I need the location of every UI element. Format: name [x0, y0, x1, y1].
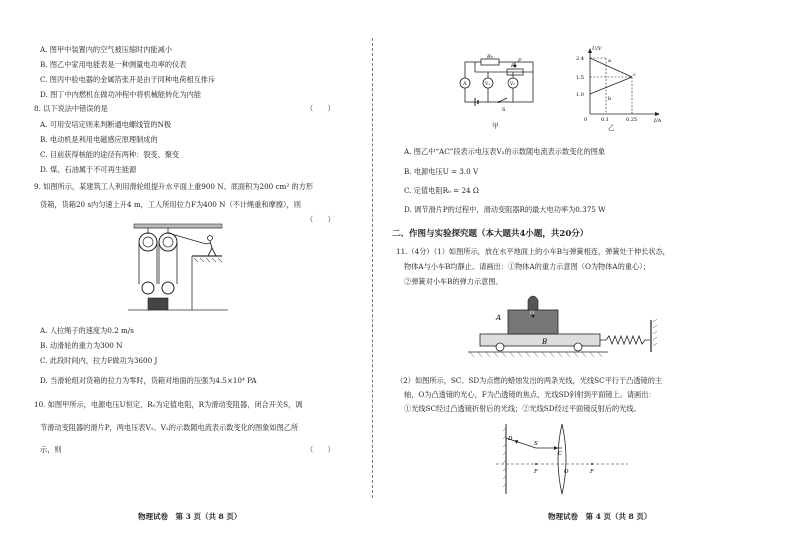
q10-option-b: B. 电源电压U = 3.0 V — [404, 167, 479, 176]
q10-stem-line3: 示，则 — [40, 445, 62, 454]
q8-option-b: B. 电动机是利用电磁感应原理制成的 — [40, 135, 158, 144]
figure-yi-caption: 乙 — [608, 124, 615, 132]
q11-2-line1: （2）如图所示，SC、SD为点燃的蜡烛发出的两条光线，光线SC平行于凸透镜的主 — [396, 376, 663, 385]
focus-f-left-label: F — [534, 469, 538, 475]
label-switch-s: S — [502, 107, 506, 113]
cart-spring-figure — [458, 290, 658, 362]
q11-stem-line2: 物体A与小车B均静止。请画出：①物体A的重力示意图（O为物体A的重心）； — [404, 262, 650, 271]
graph-y-tick-1.0: 1.0 — [576, 92, 584, 98]
q10-option-d: D. 调节滑片P的过程中，滑动变阻器R的最大电功率为0.375 W — [404, 205, 606, 214]
graph-point-a: a — [608, 58, 611, 64]
q8-option-d: D. 煤、石油属于不可再生能源 — [40, 165, 137, 174]
q11-2-line2: 轴，O为凸透镜的光心，F为凸透镜的焦点，光线SD斜射到平面镜上。请画出： — [404, 390, 656, 399]
q11-2-line3: ①光线SC经过凸透镜折射后的光线；②光线SD经过平面镜反射后的光线。 — [404, 404, 641, 413]
q10-answer-paren: （ ） — [306, 445, 335, 454]
focus-f-right-label: F — [590, 469, 594, 475]
label-p: P — [518, 58, 522, 64]
graph-x-tick-0.1: 0.1 — [601, 117, 609, 123]
graph-y-tick-2.4: 2.4 — [576, 56, 584, 62]
object-a-label: A — [496, 314, 502, 322]
cart-b-label: B — [542, 338, 548, 346]
center-of-mass-o-label: O — [530, 310, 535, 316]
q9-option-c: C. 此段时间内，拉力F做功为3600 J — [40, 356, 158, 365]
q9-option-d: D. 当滑轮组对货箱的拉力为零时，货箱对地面的压强为4.5×10⁴ PA — [40, 376, 257, 385]
lens-point-c-label: C — [558, 451, 563, 457]
voltage-current-graph — [570, 44, 665, 124]
graph-y-tick-1.5: 1.5 — [576, 75, 584, 81]
ammeter-symbol: A — [463, 81, 467, 87]
graph-point-b: b — [608, 96, 612, 102]
q9-option-a: A. 人拉绳子的速度为0.2 m/s — [40, 326, 134, 335]
optical-center-o-label: O — [564, 469, 569, 475]
graph-y-axis-label: U/V — [592, 46, 602, 52]
ray-point-d-label: D — [508, 436, 513, 442]
candle-point-s-label: S — [534, 441, 538, 447]
q7-option-a: A. 图甲中装置内的空气被压缩时内能减小 — [40, 45, 172, 54]
q7-option-c: C. 图丙中验电器的金属箔张开是由于同种电荷相互排斥 — [40, 75, 216, 84]
q9-stem-line2: 货箱，货箱20 s内匀速上升4 m，工人所用拉力F为400 N（不计绳重和摩擦），则 — [40, 200, 301, 209]
voltmeter-v2-symbol: V₂ — [510, 82, 516, 87]
label-r0: R₀ — [487, 54, 493, 60]
q8-option-c: C. 目前获得核能的途径有两种：裂变、聚变 — [40, 150, 180, 159]
section-2-heading: 二、作图与实验探究题（本大题共4小题，共20分） — [392, 229, 589, 239]
q8-option-a: A. 可用安培定则来判断通电螺线管的N极 — [40, 120, 172, 129]
q10-stem-line1: 10. 如图甲所示，电源电压U恒定，R₀为定值电阻，R为滑动变阻器，闭合开关S，调 — [34, 400, 303, 409]
q11-stem-line1: 11.（4分）（1）如图所示，放在水平地面上的小车B与弹簧相连，弹簧处于伸长状态， — [396, 247, 670, 256]
q9-answer-paren: （ ） — [306, 215, 335, 224]
figure-jia-caption: 甲 — [492, 122, 499, 130]
right-page-footer: 物理试卷 第 4 页（共 8 页） — [548, 512, 652, 521]
q7-option-b: B. 图乙中家用电能表是一种测量电功率的仪表 — [40, 60, 187, 69]
circuit-diagram-figure — [455, 52, 540, 114]
left-page-footer: 物理试卷 第 3 页（共 8 页） — [138, 512, 242, 521]
page-divider — [372, 38, 373, 498]
q7-option-d: D. 图丁中内燃机在做功冲程中将机械能转化为内能 — [40, 90, 202, 99]
graph-x-axis-label: I/A — [654, 118, 662, 124]
q8-answer-paren: （ ） — [306, 104, 335, 113]
voltmeter-v1-symbol: V₁ — [485, 82, 491, 87]
q10-option-c: C. 定值电阻R₀ = 24 Ω — [404, 186, 479, 195]
graph-origin-label: 0 — [584, 117, 588, 123]
graph-point-c: c — [633, 72, 636, 78]
label-r: R — [511, 63, 515, 69]
q9-option-b: B. 动滑轮的重力为300 N — [40, 341, 123, 350]
lens-mirror-figure — [492, 420, 632, 498]
q10-stem-line2: 节滑动变阻器的滑片P，两电压表V₁、V₂的示数随电流表示数变化的图象如图乙所 — [40, 423, 299, 432]
pulley-system-figure — [128, 222, 228, 312]
q10-option-a: A. 图乙中“AC”段表示电压表V₂的示数随电流表示数变化的图象 — [404, 147, 606, 156]
q9-stem-line1: 9. 如图所示，某建筑工人利用滑轮组提升水平面上重900 N、底面积为200 cm² 的方形 — [34, 182, 314, 191]
q11-stem-line3: ②弹簧对小车B的弹力示意图。 — [404, 277, 503, 286]
q8-stem: 8. 以下说法中错误的是 — [34, 104, 108, 113]
graph-x-tick-0.25: 0.25 — [626, 117, 638, 123]
